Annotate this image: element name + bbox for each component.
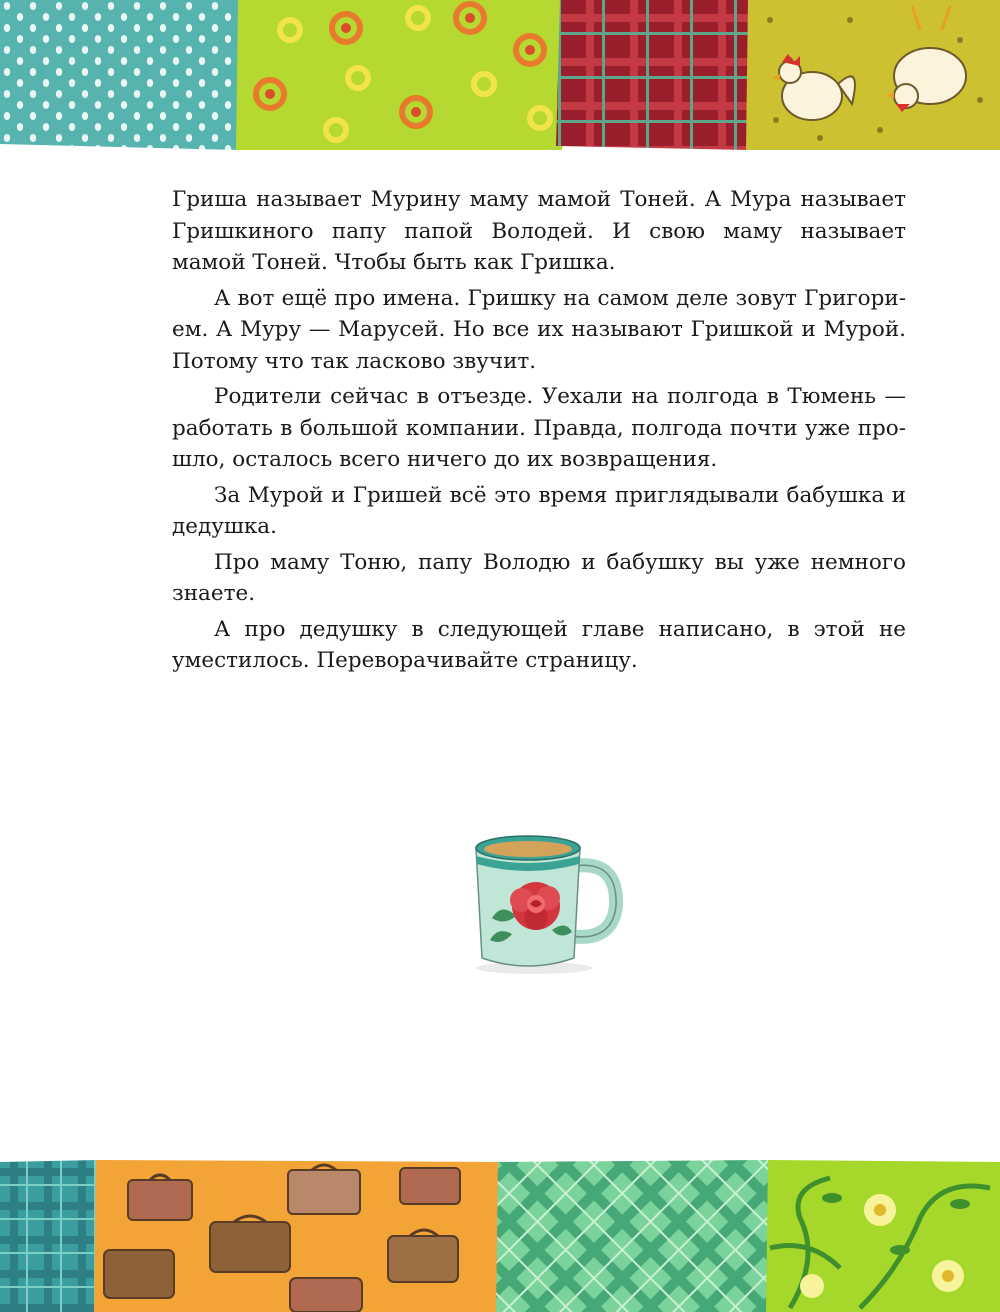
lime-circles-patch (236, 0, 566, 150)
story-text (172, 184, 906, 681)
paragraph-4: За Мурой и Гришей всё это время приглядывали бабушка и дедушка. (172, 482, 906, 539)
teal-plaid-patch (0, 1160, 98, 1312)
tea-mug-illustration (462, 822, 628, 978)
teal-dots-patch (0, 0, 242, 150)
paragraph-1: Гриша называет Мурину маму мамой Тоней. А Мура называет Гришкиного папу папой Володей. И свою маму называет мамой Тоней. Чтобы быть как Гришка. (172, 187, 906, 275)
suitcases-patch (94, 1160, 500, 1312)
paragraph-5: Про маму Тоню, папу Володю и бабушку вы уже немного знаете. (172, 549, 906, 606)
paragraph-3: Родители сейчас в отъезде. Уехали на полгода в Тюмень — работать в большой компании. Правда, полгода почти уже прошло, осталось всего ничего до их возвращения. (172, 384, 906, 472)
bottom-patchwork-border (0, 1158, 1000, 1312)
red-plaid-patch (556, 0, 750, 150)
paragraph-6: А про дедушку в следующей главе написано, в этой не уместилось. Переворачивайте страницу. (172, 616, 906, 673)
flowers-patch (766, 1160, 1000, 1312)
paragraph-2: А вот ещё про имена. Гришку на самом деле зовут Григорием. А Муру — Марусей. Но все их называют Гришкой и Мурой. Потому что так ласково звучит. (172, 285, 906, 374)
roosters-patch (746, 0, 1000, 150)
green-plaid-patch (496, 1160, 770, 1312)
top-patchwork-border (0, 0, 1000, 150)
